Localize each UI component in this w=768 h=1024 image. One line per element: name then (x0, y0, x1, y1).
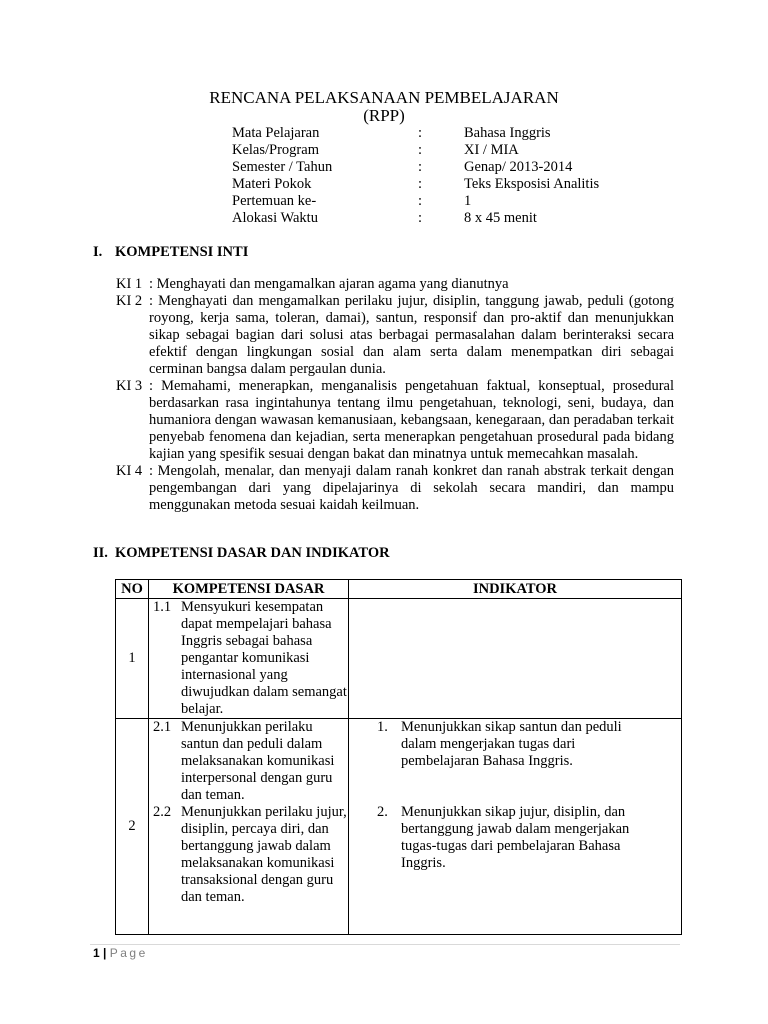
meta-colon: : (418, 142, 423, 158)
meta-colon: : (418, 176, 423, 192)
kd-item (153, 719, 348, 804)
ki-item (116, 463, 674, 514)
ki-item (116, 293, 674, 378)
kd-item (153, 599, 348, 718)
section-title: KOMPETENSI INTI (115, 244, 249, 260)
footer-separator: | (103, 946, 107, 960)
ki-code: KI 4 (116, 463, 143, 479)
indikator-cell-empty (349, 599, 682, 719)
page-label: Page (109, 946, 148, 960)
meta-row-kelas (232, 142, 652, 159)
ki-text: : Menghayati dan mengamalkan perilaku jujur, disiplin, tanggung jawab, peduli (gotong royong, kerja sama, toleran, damai), santun, responsif dan pro-aktif dan menunjukkan sikap sebagai bagian dari solusi atas berbagai permasalahan dalam berinteraksi secara efektif dengan lingkungan sosial dan alam serta dalam menempatkan diri sebagai cerminan bangsa dalam pergaulan dunia. (149, 293, 674, 377)
kd-cell (149, 719, 349, 935)
meta-label: Semester / Tahun (232, 159, 333, 175)
meta-row-materi (232, 176, 652, 193)
section-heading-kompetensi-inti (93, 244, 248, 261)
meta-value: Teks Eksposisi Analitis (464, 176, 600, 192)
indikator-item (369, 804, 641, 872)
meta-row-mata-pelajaran (232, 125, 652, 142)
kd-item (153, 804, 348, 906)
row-number: 2 (116, 719, 149, 935)
meta-row-pertemuan (232, 193, 652, 210)
indikator-item (369, 719, 641, 770)
ki-text: : Memahami, menerapkan, menganalisis pengetahuan faktual, konseptual, prosedural berdasarkan rasa ingintahunya tentang ilmu pengetahuan, teknologi, seni, budaya, dan humaniora dengan wawasan kemanusiaan, kebangsaan, kenegaraan, dan peradaban terkait penyebab fenomena dan kejadian, serta menerapkan pengetahuan prosedural pada bidang kajian yang spesifik sesuai dengan bakat dan minatnya untuk memecahkan masalah. (149, 378, 674, 462)
ki-item (116, 276, 674, 293)
meta-colon: : (418, 210, 423, 226)
ki-code: KI 2 (116, 293, 143, 309)
kd-text: Menunjukkan perilaku jujur, disiplin, percaya diri, dan bertanggung jawab dalam melaksanakan komunikasi transaksional dengan guru dan teman. (181, 804, 347, 905)
section-heading-kompetensi-dasar (93, 545, 390, 562)
ki-item (116, 378, 674, 463)
indikator-text: Menunjukkan sikap santun dan peduli dalam mengerjakan tugas dari pembelajaran Bahasa Inggris. (401, 719, 622, 769)
meta-label: Kelas/Program (232, 142, 319, 158)
kompetensi-inti-list (116, 276, 674, 514)
page-footer (93, 946, 148, 960)
meta-label: Pertemuan ke- (232, 193, 317, 209)
section-number: II. (93, 545, 108, 561)
indikator-cell (349, 719, 682, 935)
ki-code: KI 3 (116, 378, 143, 394)
document-title: RENCANA PELAKSANAAN PEMBELAJARAN (209, 88, 559, 107)
page-number: 1 (93, 946, 100, 960)
header-no: NO (116, 580, 149, 599)
meta-colon: : (418, 193, 423, 209)
table-row (116, 599, 682, 719)
ki-text: : Menghayati dan mengamalkan ajaran agama yang dianutnya (149, 276, 509, 292)
indikator-number: 1. (377, 719, 388, 735)
meta-colon: : (418, 125, 423, 141)
meta-value: Genap/ 2013-2014 (464, 159, 573, 175)
ki-code: KI 1 (116, 276, 143, 292)
section-number: I. (93, 244, 103, 260)
row-number: 1 (116, 599, 149, 719)
kd-number: 1.1 (153, 599, 172, 615)
section-title: KOMPETENSI DASAR DAN INDIKATOR (115, 545, 390, 561)
kd-number: 2.2 (153, 804, 172, 820)
header-indikator: INDIKATOR (349, 580, 682, 599)
meta-block (232, 125, 652, 227)
meta-row-alokasi (232, 210, 652, 227)
indikator-text: Menunjukkan sikap jujur, disiplin, dan bertanggung jawab dalam mengerjakan tugas-tugas dari pembelajaran Bahasa Inggris. (401, 804, 630, 871)
kd-text: Menunjukkan perilaku santun dan peduli dalam melaksanakan komunikasi interpersonal dengan guru dan teman. (181, 719, 335, 803)
meta-value: XI / MIA (464, 142, 519, 158)
footer-divider (90, 944, 680, 945)
meta-colon: : (418, 159, 423, 175)
kd-number: 2.1 (153, 719, 172, 735)
meta-value: 8 x 45 menit (464, 210, 537, 226)
indikator-number: 2. (377, 804, 388, 820)
table-row (116, 719, 682, 935)
kd-indikator-table (115, 579, 682, 935)
kd-cell (149, 599, 349, 719)
table-header-row (116, 580, 682, 599)
meta-label: Materi Pokok (232, 176, 312, 192)
meta-label: Alokasi Waktu (232, 210, 318, 226)
kd-text: Mensyukuri kesempatan dapat mempelajari bahasa Inggris sebagai bahasa pengantar komunikasi internasional yang diwujudkan dalam semangat belajar. (181, 599, 347, 717)
meta-label: Mata Pelajaran (232, 125, 320, 141)
meta-row-semester (232, 159, 652, 176)
header-kompetensi-dasar: KOMPETENSI DASAR (149, 580, 349, 599)
ki-text: : Mengolah, menalar, dan menyaji dalam ranah konkret dan ranah abstrak terkait dengan pengembangan dari yang dipelajarinya di sekolah secara mandiri, dan mampu menggunakan metoda sesuai kaidah keilmuan. (149, 463, 674, 513)
meta-value: 1 (464, 193, 472, 209)
meta-value: Bahasa Inggris (464, 125, 551, 141)
document-subtitle: (RPP) (363, 106, 405, 125)
